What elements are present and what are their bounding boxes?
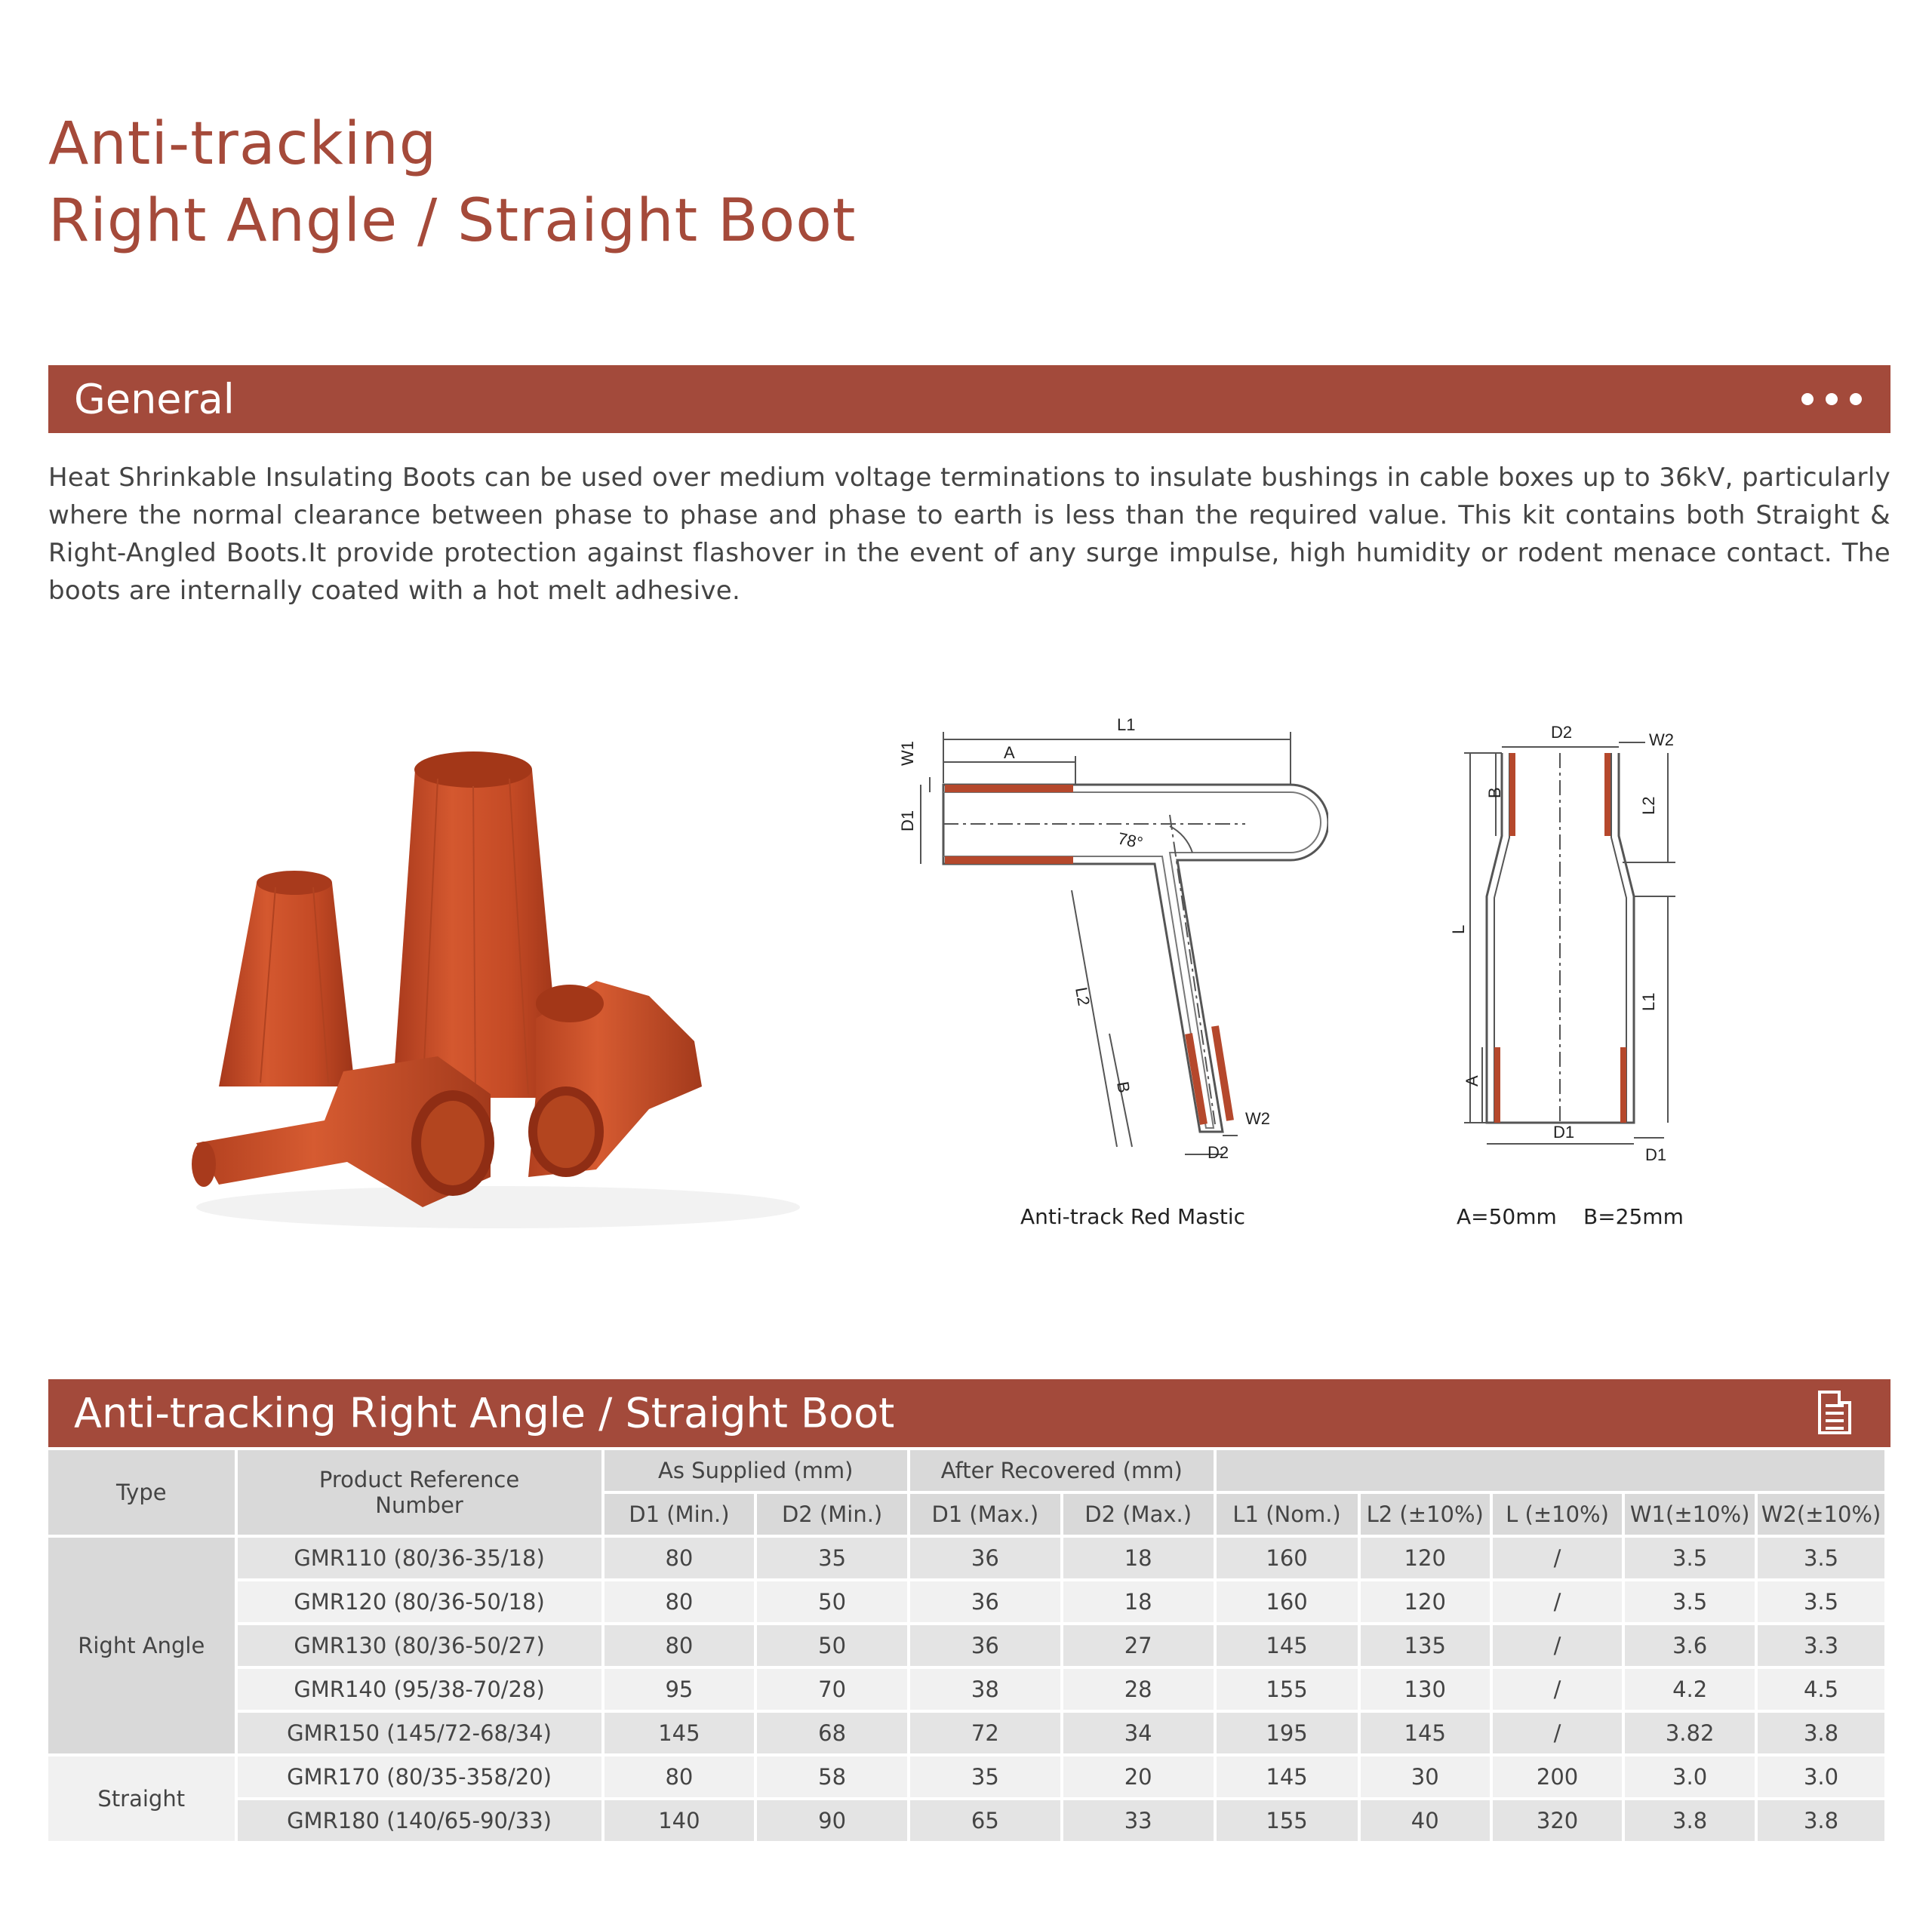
label-d1-second: D1 [1645, 1145, 1667, 1164]
value-cell: 30 [1361, 1756, 1490, 1797]
value-cell: 80 [605, 1538, 755, 1578]
value-cell: 27 [1063, 1625, 1214, 1666]
value-cell: 33 [1063, 1800, 1214, 1841]
value-cell: 68 [757, 1713, 907, 1753]
value-cell: 3.0 [1758, 1756, 1884, 1797]
value-cell: / [1493, 1625, 1622, 1666]
value-cell: 3.3 [1758, 1625, 1884, 1666]
value-cell: 58 [757, 1756, 907, 1797]
value-cell: 3.82 [1625, 1713, 1755, 1753]
value-cell: 3.8 [1758, 1800, 1884, 1841]
value-cell: 80 [605, 1625, 755, 1666]
value-cell: 160 [1217, 1581, 1358, 1622]
table-row [48, 1800, 1884, 1841]
label-b: B [1113, 1080, 1134, 1095]
type-cell: Straight [48, 1756, 235, 1841]
straight-diagram [1419, 715, 1706, 1168]
value-cell: 195 [1217, 1713, 1358, 1753]
table-heading: Anti-tracking Right Angle / Straight Boot [74, 1389, 895, 1437]
value-cell: 320 [1493, 1800, 1622, 1841]
value-cell: 120 [1361, 1581, 1490, 1622]
value-cell: 145 [1217, 1756, 1358, 1797]
more-icon[interactable] [1801, 393, 1862, 405]
product-cell: GMR170 (80/35-358/20) [238, 1756, 601, 1797]
product-cell: GMR110 (80/36-35/18) [238, 1538, 601, 1578]
value-cell: 95 [605, 1669, 755, 1710]
label-d1: D1 [898, 810, 917, 831]
value-cell: 3.5 [1758, 1538, 1884, 1578]
header-blank [1217, 1450, 1884, 1491]
label-w2: W2 [1245, 1109, 1270, 1128]
product-cell: GMR120 (80/36-50/18) [238, 1581, 601, 1622]
value-cell: 4.5 [1758, 1669, 1884, 1710]
header-after-recovered: After Recovered (mm) [910, 1450, 1214, 1491]
product-cell: GMR150 (145/72-68/34) [238, 1713, 601, 1753]
value-cell: 80 [605, 1756, 755, 1797]
value-cell: 160 [1217, 1538, 1358, 1578]
value-cell: 28 [1063, 1669, 1214, 1710]
page-title [48, 106, 857, 260]
value-cell: 3.5 [1625, 1581, 1755, 1622]
label-a: A [1004, 743, 1015, 762]
caption-b: B=25mm [1583, 1204, 1684, 1229]
table-row [48, 1713, 1884, 1753]
label-l2: L2 [1072, 985, 1094, 1007]
value-cell: 155 [1217, 1800, 1358, 1841]
table-row [48, 1538, 1884, 1578]
value-cell: 3.6 [1625, 1625, 1755, 1666]
value-cell: 155 [1217, 1669, 1358, 1710]
small-boot-shape [219, 883, 355, 1086]
value-cell: 35 [910, 1756, 1060, 1797]
value-cell: 145 [1217, 1625, 1358, 1666]
value-cell: 3.0 [1625, 1756, 1755, 1797]
subheader-cell: D1 (Max.) [910, 1494, 1060, 1535]
label-d1: D1 [1553, 1123, 1575, 1142]
caption-a: A=50mm [1457, 1204, 1557, 1229]
value-cell: 80 [605, 1581, 755, 1622]
subheader-cell: D1 (Min.) [605, 1494, 755, 1535]
value-cell: 65 [910, 1800, 1060, 1841]
header-product: Product Reference Number [238, 1450, 601, 1535]
value-cell: 72 [910, 1713, 1060, 1753]
value-cell: 35 [757, 1538, 907, 1578]
value-cell: / [1493, 1669, 1622, 1710]
value-cell: 40 [1361, 1800, 1490, 1841]
value-cell: / [1493, 1713, 1622, 1753]
value-cell: 130 [1361, 1669, 1490, 1710]
general-heading: General [74, 375, 235, 423]
value-cell: 38 [910, 1669, 1060, 1710]
value-cell: 3.8 [1758, 1713, 1884, 1753]
title-line-1: Anti-tracking [48, 110, 438, 178]
value-cell: 36 [910, 1538, 1060, 1578]
right-angle-caption: Anti-track Red Mastic [1020, 1204, 1246, 1229]
value-cell: 3.8 [1625, 1800, 1755, 1841]
value-cell: 18 [1063, 1581, 1214, 1622]
value-cell: 145 [1361, 1713, 1490, 1753]
subheader-cell: W2(±10%) [1758, 1494, 1884, 1535]
value-cell: 145 [605, 1713, 755, 1753]
subheader-cell: L1 (Nom.) [1217, 1494, 1358, 1535]
label-a: A [1463, 1075, 1481, 1086]
value-cell: 50 [757, 1625, 907, 1666]
label-d2: D2 [1208, 1143, 1229, 1162]
table-row [48, 1756, 1884, 1797]
label-l1: L1 [1639, 992, 1658, 1011]
label-l1: L1 [1117, 715, 1136, 734]
value-cell: 36 [910, 1581, 1060, 1622]
value-cell: 4.2 [1625, 1669, 1755, 1710]
subheader-cell: L (±10%) [1493, 1494, 1622, 1535]
value-cell: / [1493, 1538, 1622, 1578]
spec-table [45, 1447, 1887, 1844]
value-cell: 3.5 [1758, 1581, 1884, 1622]
label-b: B [1485, 787, 1504, 798]
subheader-cell: D2 (Max.) [1063, 1494, 1214, 1535]
value-cell: 34 [1063, 1713, 1214, 1753]
value-cell: 135 [1361, 1625, 1490, 1666]
value-cell: 140 [605, 1800, 755, 1841]
value-cell: 36 [910, 1625, 1060, 1666]
value-cell: 18 [1063, 1538, 1214, 1578]
document-icon[interactable] [1818, 1391, 1851, 1434]
table-row [48, 1669, 1884, 1710]
product-photo [174, 739, 838, 1237]
title-line-2: Right Angle / Straight Boot [48, 187, 857, 255]
table-section-header [48, 1379, 1890, 1447]
subheader-cell: W1(±10%) [1625, 1494, 1755, 1535]
subheader-cell: L2 (±10%) [1361, 1494, 1490, 1535]
header-type: Type [48, 1450, 235, 1535]
table-body [48, 1538, 1884, 1841]
general-description: Heat Shrinkable Insulating Boots can be used over medium voltage terminations to insulate bushings in cable boxes up to 36kV, particularly where the normal clearance between phase to phase and phase to earth is less than the required value. This kit contains both Straight & Right-Angled Boots.It provide protection against flashover in the event of any surge impulse, high humidity or rodent menace contact. The boots are internally coated with a hot melt adhesive. [48, 463, 1890, 606]
value-cell: 3.5 [1625, 1538, 1755, 1578]
value-cell: 120 [1361, 1538, 1490, 1578]
value-cell: 50 [757, 1581, 907, 1622]
label-angle: 78° [1115, 828, 1145, 853]
label-d2: D2 [1551, 723, 1573, 742]
product-cell: GMR180 (140/65-90/33) [238, 1800, 601, 1841]
value-cell: 70 [757, 1669, 907, 1710]
value-cell: / [1493, 1581, 1622, 1622]
label-l2: L2 [1639, 796, 1658, 815]
type-cell: Right Angle [48, 1538, 235, 1753]
header-as-supplied: As Supplied (mm) [605, 1450, 907, 1491]
table-row [48, 1581, 1884, 1622]
label-w1: W1 [898, 741, 917, 766]
value-cell: 200 [1493, 1756, 1622, 1797]
product-cell: GMR140 (95/38-70/28) [238, 1669, 601, 1710]
value-cell: 90 [757, 1800, 907, 1841]
table-row [48, 1625, 1884, 1666]
right-angle-diagram [891, 702, 1328, 1185]
label-l: L [1449, 924, 1468, 934]
general-section-header [48, 365, 1890, 433]
product-cell: GMR130 (80/36-50/27) [238, 1625, 601, 1666]
subheader-cell: D2 (Min.) [757, 1494, 907, 1535]
label-w2: W2 [1649, 730, 1674, 749]
value-cell: 20 [1063, 1756, 1214, 1797]
